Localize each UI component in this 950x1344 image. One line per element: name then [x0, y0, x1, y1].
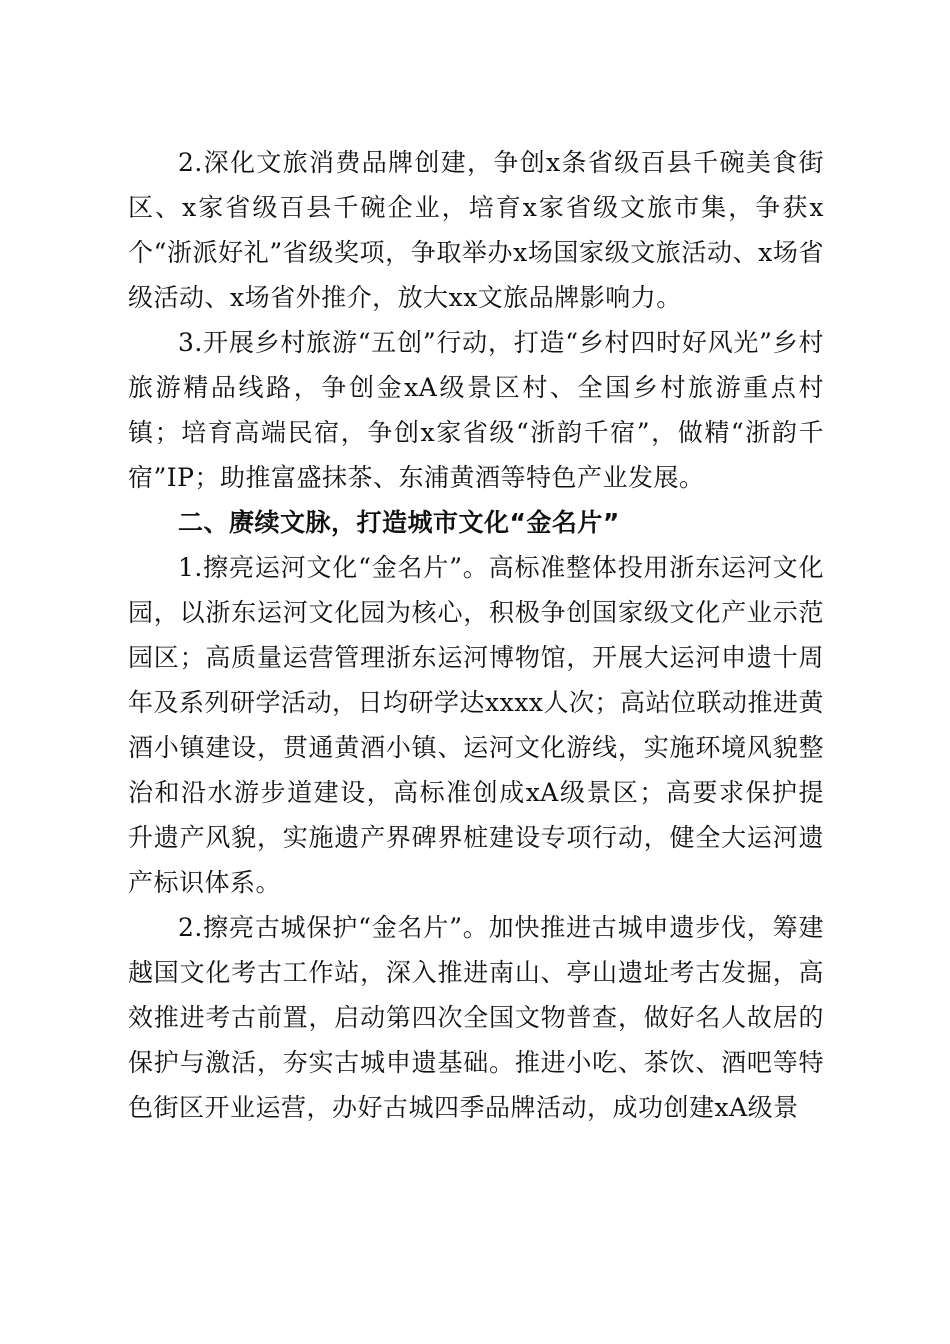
paragraph-consumption-brand: 2.深化文旅消费品牌创建，争创x条省级百县千碗美食街区、x家省级百县千碗企业，培育x家省级文旅市集，争获x个“浙派好礼”省级奖项，争取举办x场国家级文旅活动、x场省级活动、x场省外推介，放大xx文旅品牌影响力。	[128, 148, 824, 312]
section-heading-2: 二、赓续文脉，打造城市文化“金名片”	[178, 508, 620, 537]
paragraph-ancient-city: 2.擦亮古城保护“金名片”。加快推进古城申遗步伐，筹建越国文化考古工作站，深入推进南山、亭山遗址考古发掘，高效推进考古前置，启动第四次全国文物普查，做好名人故居的保护与激活，夯实古城申遗基础。推进小吃、茶饮、酒吧等特色街区开业运营，办好古城四季品牌活动，成功创建xA级景	[128, 913, 824, 1122]
paragraph-canal-culture: 1.擦亮运河文化“金名片”。高标准整体投用浙东运河文化园，以浙东运河文化园为核心，积极争创国家级文化产业示范园区；高质量运营管理浙东运河博物馆，开展大运河申遗十周年及系列研学活动，日均研学达xxxx人次；高站位联动推进黄酒小镇建设，贯通黄酒小镇、运河文化游线，实施环境风貌整治和沿水游步道建设，高标准创成xA级景区；高要求保护提升遗产风貌，实施遗产界碑界桩建设专项行动，健全大运河遗产标识体系。	[128, 553, 824, 897]
document-page	[128, 140, 824, 1130]
paragraph-rural-tourism: 3.开展乡村旅游“五创”行动，打造“乡村四时好风光”乡村旅游精品线路，争创金xA级景区村、全国乡村旅游重点村镇；培育高端民宿，争创x家省级“浙韵千宿”，做精“浙韵千宿”IP；助推富盛抹茶、东浦黄酒等特色产业发展。	[128, 328, 824, 492]
